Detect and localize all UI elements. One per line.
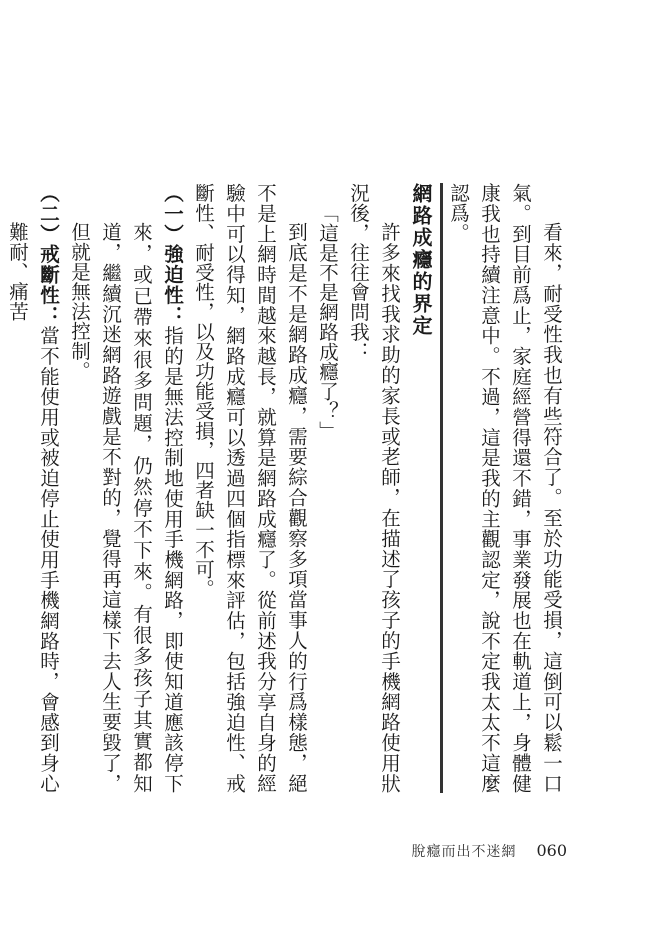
paragraph-2: 許多來找我求助的家長或老師，在描述了孩子的手機網路使用狀況後，往往會問我： xyxy=(347,183,401,793)
criterion-withdrawal-label: （二）戒斷性： xyxy=(37,183,60,326)
criterion-compulsion xyxy=(64,183,188,793)
page-footer xyxy=(411,841,567,861)
paragraph-3: 到底是不是網路成癮，需要綜合觀察多項當事人的行爲樣態，絕不是上網時間越來越長，就算是網路成癮了。從前述我分享自身的經驗中可以得知，網路成癮可以透過四個指標來評估，包括強迫性、戒斷性、耐受性，以及功能受損，四者缺一不可。 xyxy=(192,183,308,793)
criterion-withdrawal-text: 當不能使用或被迫停止使用手機網路時，會感到身心難耐、痛苦 xyxy=(6,222,60,793)
vertical-text-body xyxy=(6,183,567,793)
criterion-compulsion-text: 指的是無法控制地使用手機網路，即使知道應該停下來，或已帶來很多問題，仍然停不下來。有很多孩子其實都知道，繼續沉迷網路遊戲是不對的，覺得再這樣下去人生要毀了，但就是無法控制。 xyxy=(68,222,184,793)
quote: 「這是不是網路成癮了？」 xyxy=(316,202,339,441)
page-number: 060 xyxy=(536,841,567,860)
section-heading: 網路成癮的界定 xyxy=(405,183,443,793)
running-footer-title: 脫癮而出不迷網 xyxy=(411,844,517,860)
paragraph-1: 看來，耐受性我也有些符合了。至於功能受損，這倒可以鬆一口氣。到目前爲止，家庭經營得還不錯，事業發展也在軌道上，身體健康我也持續注意中。不過，這是我的主觀認定，說不定我太太不這麼認爲。 xyxy=(447,183,563,793)
criterion-compulsion-label: （一）強迫性： xyxy=(161,183,184,326)
criterion-withdrawal xyxy=(2,183,64,793)
